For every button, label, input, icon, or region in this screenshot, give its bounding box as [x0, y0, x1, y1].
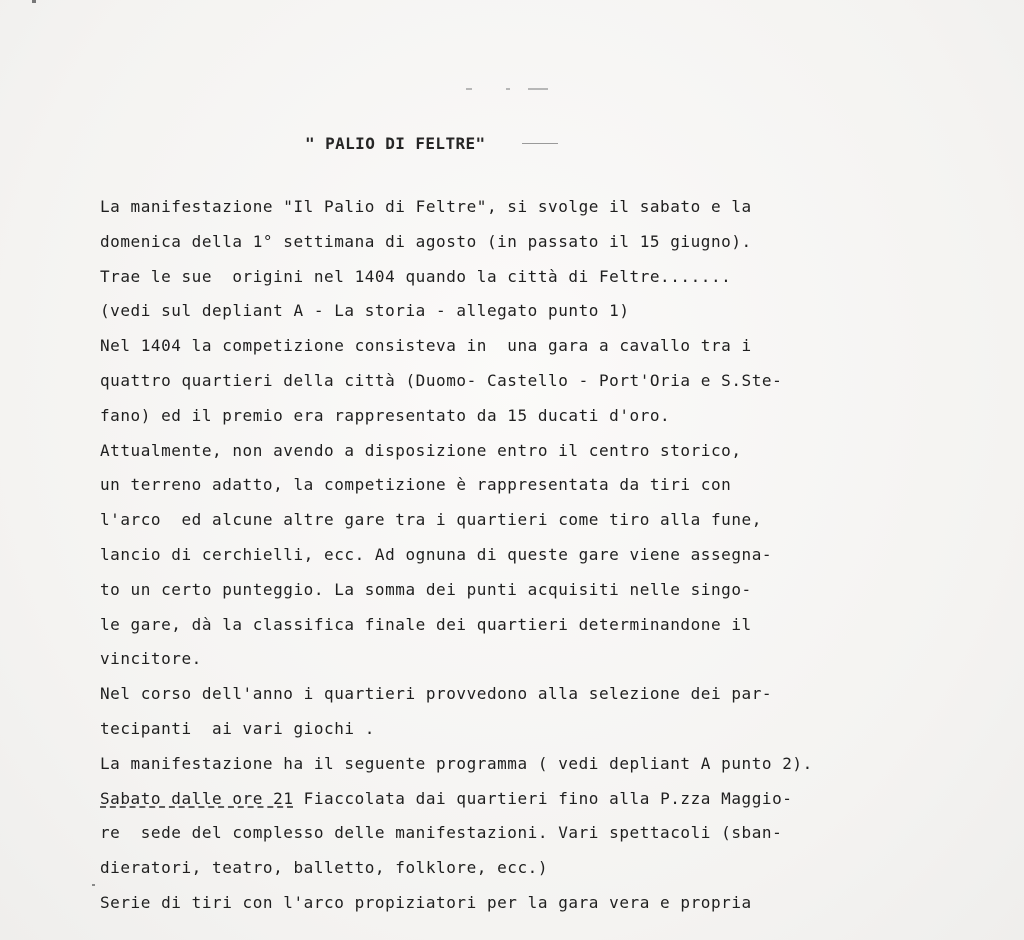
- text-line-7: fano) ed il premio era rappresentato da 15 ducati d'oro.: [100, 405, 671, 425]
- text-line-9: un terreno adatto, la competizione è rappresentata da tiri con: [100, 475, 732, 495]
- text-line-19: re sede del complesso delle manifestazioni. Vari spettacoli (sban-: [100, 823, 783, 843]
- text-line-5: Nel 1404 la competizione consisteva in una gara a cavallo tra i: [100, 336, 752, 356]
- margin-mark: [92, 884, 95, 886]
- text-line-10: l'arco ed alcune altre gare tra i quartieri come tiro alla fune,: [100, 510, 762, 530]
- scan-speck: [32, 0, 36, 3]
- text-line-1: La manifestazione "Il Palio di Feltre", si svolge il sabato e la: [100, 197, 752, 216]
- text-line-4: (vedi sul depliant A - La storia - allegato punto 1): [100, 301, 630, 321]
- text-line-20: dieratori, teatro, balletto, folklore, ecc.): [100, 858, 549, 878]
- text-line-17: La manifestazione ha il seguente programma ( vedi depliant A punto 2).: [100, 753, 813, 773]
- text-line-2: domenica della 1° settimana di agosto (in passato il 15 giugno).: [100, 231, 752, 251]
- document-body: [100, 190, 1000, 921]
- text-line-18-rest: Fiaccolata dai quartieri fino alla P.zza Maggio-: [293, 788, 793, 808]
- text-line-18: [100, 782, 1000, 817]
- scan-specks: [466, 88, 556, 94]
- text-line-13: le gare, dà la classifica finale dei quartieri determinandone il: [100, 614, 752, 634]
- underlined-phrase: Sabato dalle ore 21: [100, 788, 294, 808]
- document-title: " PALIO DI FELTRE": [305, 134, 486, 153]
- text-line-12: to un certo punteggio. La somma dei punti acquisiti nelle singo-: [100, 579, 752, 599]
- text-line-11: lancio di cerchielli, ecc. Ad ognuna di queste gare viene assegna-: [100, 544, 773, 564]
- text-line-16: tecipanti ai vari giochi .: [100, 718, 375, 738]
- text-line-8: Attualmente, non avendo a disposizione entro il centro storico,: [100, 440, 742, 460]
- text-line-15: Nel corso dell'anno i quartieri provvedono alla selezione dei par-: [100, 684, 773, 704]
- text-line-14: vincitore.: [100, 649, 202, 669]
- text-line-21: Serie di tiri con l'arco propiziatori per la gara vera e propria: [100, 892, 752, 912]
- text-line-6: quattro quartieri della città (Duomo- Castello - Port'Oria e S.Ste-: [100, 370, 783, 390]
- title-dash: [522, 143, 558, 144]
- text-line-3: Trae le sue origini nel 1404 quando la città di Feltre.......: [100, 266, 732, 286]
